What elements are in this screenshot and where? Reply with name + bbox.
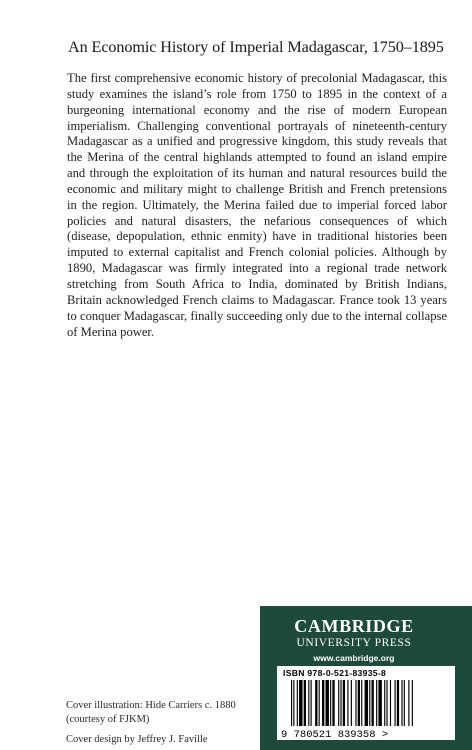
barcode-bar (361, 680, 362, 726)
cover-design-credit: Cover design by Jeffrey J. Faville (66, 734, 208, 745)
barcode-bar (358, 680, 360, 726)
barcode-bar (326, 680, 329, 726)
book-title: An Economic History of Imperial Madagascar, 1750–1895 (68, 38, 444, 56)
barcode-bar (315, 680, 317, 726)
barcode-bar (322, 680, 324, 726)
barcode-bar (332, 680, 334, 726)
barcode-bar (378, 680, 381, 726)
barcode-bar (297, 680, 298, 726)
barcode-bar (412, 680, 413, 726)
barcode-bar (347, 680, 348, 726)
barcode-bar (390, 680, 391, 726)
barcode-bar (343, 680, 345, 726)
barcode-bar (365, 680, 368, 726)
barcode-bar (386, 680, 387, 726)
book-description: The first comprehensive economic history of precolonial Madagascar, this study examines the island’s role from 1750 to 1895 in the context of a burgeoning international economy and the rise of modern European imperialism. Challenging conventional portrayals of nineteenth-century Madagascar as a unified and progressive kingdom, this study reveals that the Merina of the central highlands attempted to found an island empire and through the exploitation of its human and natural resources build the economic and military might to challenge British and French pretensions in the region. Ultimately, the Merina failed due to imperial forced labor policies and natural disasters, the nefarious consequences of which (disease, depopulation, ethnic enmity) have in traditional histories been imputed to external capitalist and French colonial policies. Although by 1890, Madagascar was firmly integrated into a regional trade network stretching from South Africa to India, dominated by British Indians, Britain acknowledged French claims to Madagascar. France took 13 years to conquer Madagascar, finally succeeding only due to the internal collapse of Merina power. (67, 71, 447, 339)
barcode-bar (340, 680, 341, 726)
publisher-website: www.cambridge.org (313, 653, 395, 663)
barcode-bar (308, 680, 309, 726)
cover-illustration-courtesy: (courtesy of FJKM) (66, 714, 150, 725)
publisher-name: CAMBRIDGE (294, 616, 414, 636)
barcode-bar (291, 680, 292, 726)
barcode-bar (372, 680, 374, 726)
barcode-bar (395, 680, 396, 726)
barcode-bar (401, 680, 402, 726)
barcode-bar (384, 680, 385, 726)
cover-illustration-credit: Cover illustration: Hide Carriers c. 1880 (66, 700, 236, 711)
barcode-bar (369, 680, 370, 726)
barcode-bar (304, 680, 306, 726)
barcode-bar (311, 680, 312, 726)
barcode-bar (293, 680, 294, 726)
isbn-barcode (277, 666, 455, 740)
barcode-bar (376, 680, 377, 726)
isbn-label: ISBN 978-0-521-83935-8 (283, 668, 387, 678)
barcode-bar (319, 680, 320, 726)
barcode-bar (299, 680, 302, 726)
barcode-bar (330, 680, 331, 726)
barcode-bar (397, 680, 399, 726)
barcode-digits: 9 780521 839358 > (281, 729, 389, 740)
barcode-bar (404, 680, 405, 726)
barcode-bar (408, 680, 409, 726)
barcode-bar (355, 680, 356, 726)
publisher-subtitle: UNIVERSITY PRESS (296, 637, 412, 649)
barcode-bar (338, 680, 339, 726)
barcode-bar (351, 680, 352, 726)
